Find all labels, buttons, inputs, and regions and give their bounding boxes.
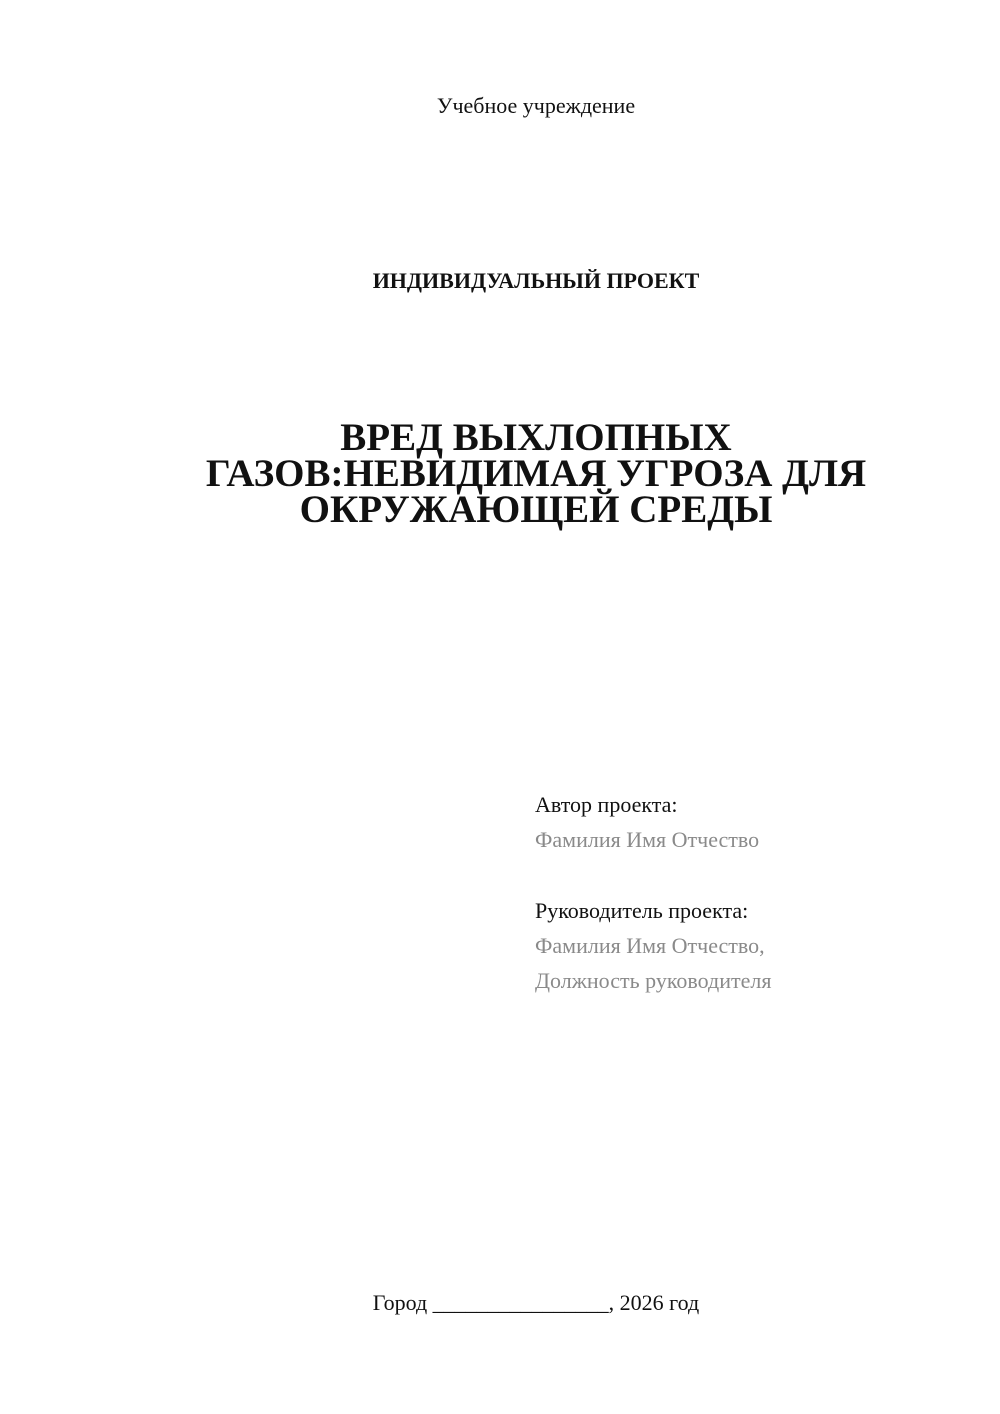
supervisor-name: Фамилия Имя Отчество, — [535, 933, 765, 958]
author-name: Фамилия Имя Отчество — [535, 827, 760, 852]
project-title-line-2: ГАЗОВ:НЕВИДИМАЯ УГРОЗА ДЛЯ — [205, 452, 867, 495]
supervisor-label: Руководитель проекта: — [535, 898, 749, 923]
project-title-line-1: ВРЕД ВЫХЛОПНЫХ — [340, 416, 732, 459]
project-title-line-3: ОКРУЖАЮЩЕЙ СРЕДЫ — [299, 488, 773, 531]
institution-name: Учебное учреждение — [436, 93, 636, 118]
document-type: ИНДИВИДУАЛЬНЫЙ ПРОЕКТ — [372, 268, 700, 293]
author-label: Автор проекта: — [535, 792, 678, 817]
city-year-footer: Город ________________, 2026 год — [372, 1290, 700, 1315]
author-block — [535, 787, 759, 857]
supervisor-block — [535, 893, 771, 998]
project-title — [180, 416, 892, 531]
supervisor-position: Должность руководителя — [535, 968, 772, 993]
